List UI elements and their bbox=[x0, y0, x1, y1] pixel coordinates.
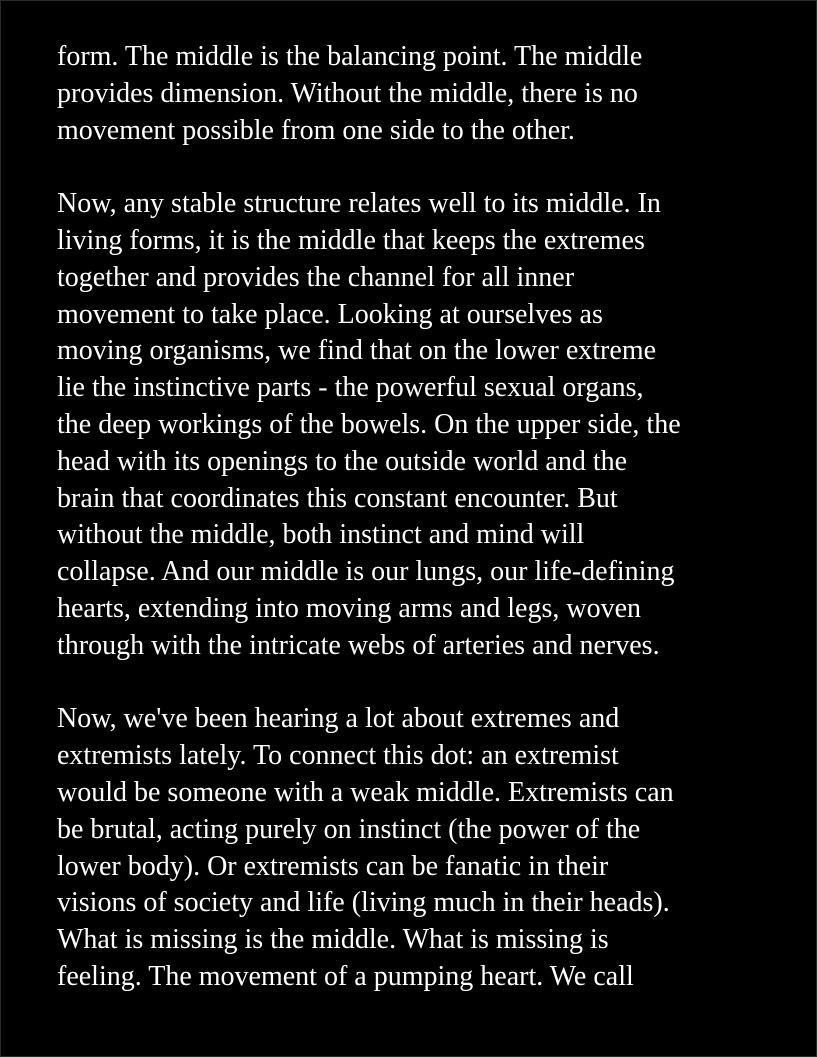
text-line: visions of society and life (living much in their heads). bbox=[57, 887, 670, 919]
paragraph-3 bbox=[57, 701, 787, 995]
text-line: hearts, extending into moving arms and legs, woven bbox=[57, 592, 641, 624]
text-line: lie the instinctive parts - the powerful sexual organs, bbox=[57, 372, 644, 404]
text-line: living forms, it is the middle that keeps the extremes bbox=[57, 224, 645, 256]
text-line: through with the intricate webs of arteries and nerves. bbox=[57, 629, 660, 661]
paragraph-1 bbox=[57, 39, 787, 149]
text-line: together and provides the channel for all inner bbox=[57, 261, 575, 293]
text-line: collapse. And our middle is our lungs, our life-defining bbox=[57, 556, 675, 588]
text-line: moving organisms, we find that on the lower extreme bbox=[57, 335, 657, 367]
paragraph-spacer bbox=[57, 665, 787, 702]
text-line: without the middle, both instinct and mind will bbox=[57, 519, 585, 551]
text-line: feeling. The movement of a pumping heart. We call bbox=[57, 960, 634, 992]
text-line: What is missing is the middle. What is missing is bbox=[57, 924, 609, 956]
text-line: brain that coordinates this constant encounter. But bbox=[57, 482, 618, 514]
text-line: movement to take place. Looking at ourselves as bbox=[57, 298, 603, 330]
document-text bbox=[57, 39, 787, 996]
text-line: movement possible from one side to the other. bbox=[57, 114, 575, 146]
paragraph-spacer bbox=[57, 149, 787, 186]
text-line: form. The middle is the balancing point. The middle bbox=[57, 41, 643, 72]
text-line: the deep workings of the bowels. On the upper side, the bbox=[57, 408, 681, 440]
text-line: Now, we've been hearing a lot about extremes and bbox=[57, 703, 620, 735]
text-line: extremists lately. To connect this dot: an extremist bbox=[57, 740, 619, 772]
text-line: provides dimension. Without the middle, there is no bbox=[57, 77, 638, 109]
text-line: Now, any stable structure relates well to its middle. In bbox=[57, 188, 661, 220]
text-line: would be someone with a weak middle. Extremists can bbox=[57, 776, 674, 808]
paragraph-2 bbox=[57, 186, 787, 664]
text-line: head with its openings to the outside world and the bbox=[57, 445, 628, 477]
text-line: lower body). Or extremists can be fanatic in their bbox=[57, 850, 609, 882]
text-line: be brutal, acting purely on instinct (the power of the bbox=[57, 813, 641, 845]
